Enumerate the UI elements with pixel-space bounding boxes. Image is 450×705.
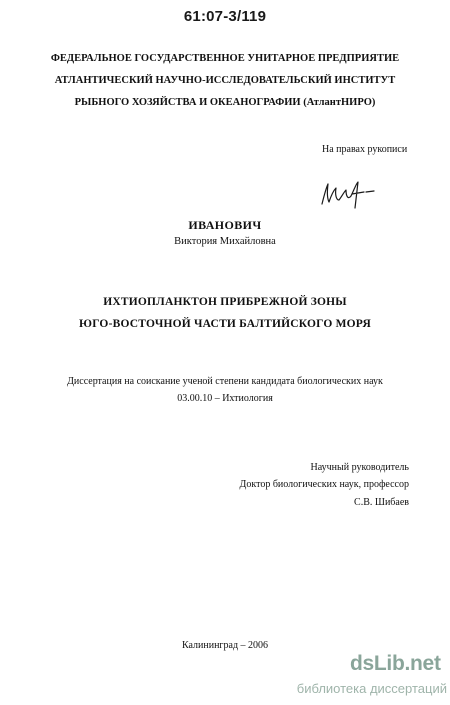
dissertation-title-line-2: ЮГО-ВОСТОЧНОЙ ЧАСТИ БАЛТИЙСКОГО МОРЯ (79, 318, 371, 330)
dissertation-title-line-1: ИХТИОПЛАНКТОН ПРИБРЕЖНОЙ ЗОНЫ (103, 296, 347, 308)
author-surname: ИВАНОВИЧ (188, 218, 262, 232)
supervisor-name: С.В. Шибаев (354, 497, 409, 508)
city-year: Калининград – 2006 (181, 640, 269, 651)
organization-line-2: АТЛАНТИЧЕСКИЙ НАУЧНО-ИССЛЕДОВАТЕЛЬСКИЙ ИНСТИТУТ (54, 75, 396, 86)
author-given-names: Виктория Михайловна (174, 236, 276, 247)
specialty-code: 03.00.10 – Ихтиология (177, 393, 273, 404)
handwritten-signature (318, 178, 378, 210)
supervisor-role: Научный руководитель (310, 462, 409, 473)
organization-line-1: ФЕДЕРАЛЬНОЕ ГОСУДАРСТВЕННОЕ УНИТАРНОЕ ПРЕДПРИЯТИЕ (50, 53, 400, 64)
archive-stamp-number: 61:07-3/119 (183, 8, 267, 25)
watermark-subtitle: библиотека диссертаций (296, 681, 447, 696)
dslib-watermark (272, 652, 447, 702)
organization-line-3: РЫБНОГО ХОЗЯЙСТВА И ОКЕАНОГРАФИИ (АтлантНИРО) (74, 97, 376, 108)
degree-statement: Диссертация на соискание ученой степени кандидата биологических наук (67, 376, 383, 387)
watermark-logo: dsLib.net (350, 652, 441, 675)
manuscript-rights-note: На правах рукописи (322, 144, 408, 155)
supervisor-degree: Доктор биологических наук, профессор (239, 479, 409, 490)
